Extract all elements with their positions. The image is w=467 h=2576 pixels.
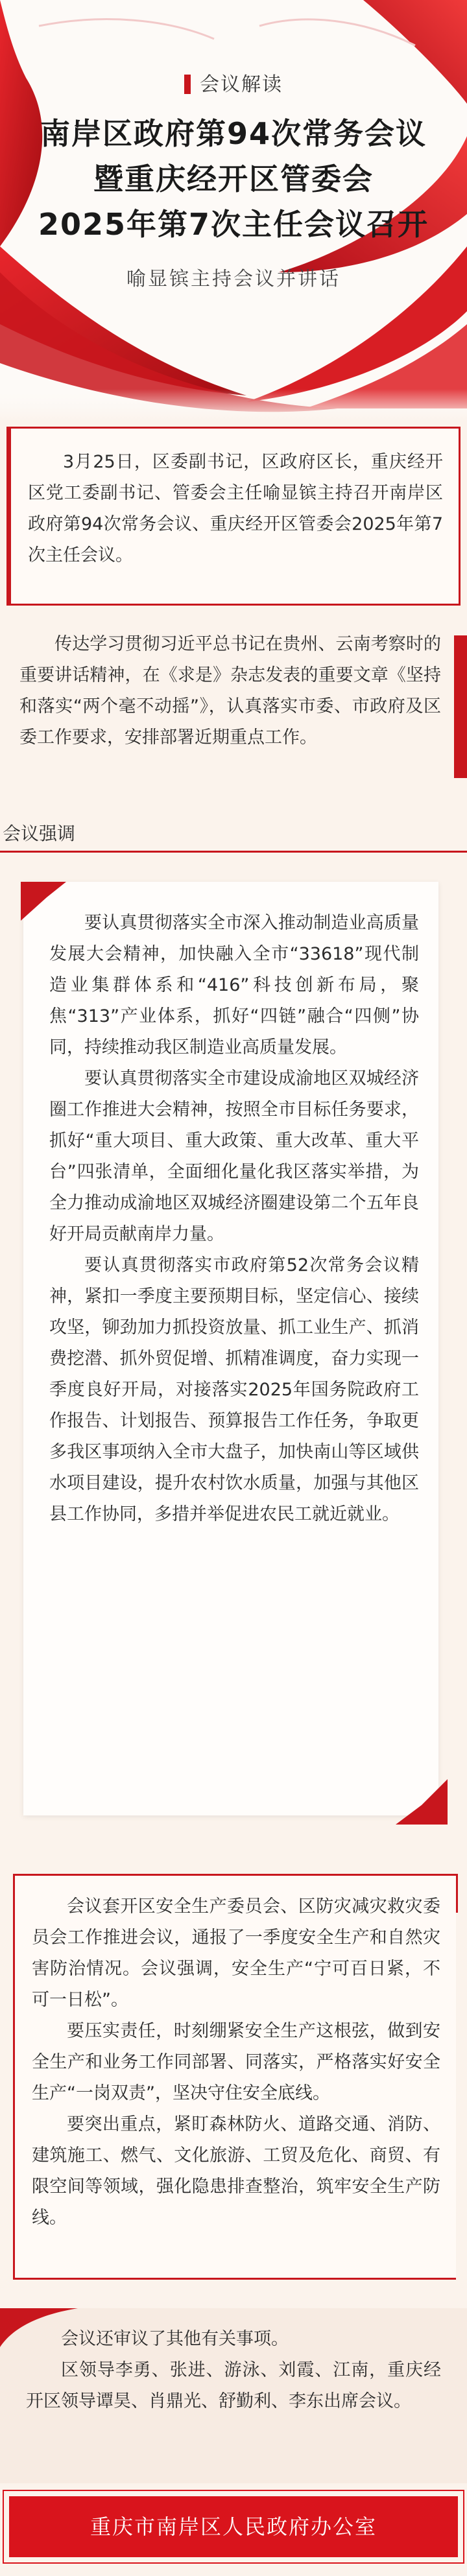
- section-label-emphasis: 会议强调: [3, 823, 76, 844]
- page-subtitle: 喻显镔主持会议并讲话: [126, 268, 341, 290]
- safety-box: [13, 1874, 456, 2280]
- safety-paragraph-2: 要压实责任，时刻绷紧安全生产这根弦，做到安全生产和业务工作同部署、同落实，严格落实好安全生产“一岗双责”，坚决守住安全底线。: [32, 2021, 440, 2103]
- page-title-line-1: 南岸区政府第94次常务会议: [40, 116, 427, 151]
- other-paragraph-1: 会议还审议了其他有关事项。: [61, 2329, 289, 2349]
- safety-paragraph-1: 会议套开区安全生产委员会、区防灾减灾救灾委员会工作推进会议，通报了一季度安全生产和自然灾害防治情况。会议强调，安全生产“宁可百日紧，不可一日松”。: [32, 1897, 440, 2010]
- other-paragraph-2: 区领导李勇、张进、游泳、刘霞、江南，重庆经开区领导谭昊、肖鼎光、舒勤利、李东出席会议。: [26, 2360, 441, 2411]
- emphasis-paragraph-3: 要认真贯彻落实市政府第52次常务会议精神，紧扣一季度主要预期目标，坚定信心、接续攻坚，铆劲加力抓投资放量、抓工业生产、抓消费挖潜、抓外贸促增、抓精准调度，奋力实现一季度良好开局，对接落实2025年国务院政府工作报告、计划报告、预算报告工作任务，争取更多我区事项纳入全市大盘子，加快南山等区域供水项目建设，提升农村饮水质量，加强与其他区县工作协同，多措并举促进农民工就近就业。: [49, 1255, 419, 1524]
- safety-paragraph-3: 要突出重点，紧盯森林防火、道路交通、消防、建筑施工、燃气、文化旅游、工贸及危化、商贸、有限空间等领域，强化隐患排查整治，筑牢安全生产防线。: [32, 2114, 440, 2228]
- corner-ribbon-icon: [396, 1779, 448, 1825]
- intro-box: [6, 427, 461, 606]
- intro-paragraph: 3月25日，区委副书记，区政府区长，重庆经开区党工委副书记、管委会主任喻显镔主持召开南岸区政府第94次常务会议、重庆经开区管委会2025年第7次主任会议。: [28, 452, 443, 565]
- tag-bar-icon: [184, 75, 191, 94]
- tag-label: 会议解读: [0, 68, 467, 97]
- page-title-line-2: 暨重庆经开区管委会: [93, 161, 374, 196]
- emphasis-section: [0, 810, 467, 1848]
- side-ribbon: [454, 635, 467, 778]
- divider: [0, 851, 467, 853]
- emphasis-paragraph-2: 要认真贯彻落实全市建设成渝地区双城经济圈工作推进大会精神，按照全市目标任务要求，抓好“重大项目、重大政策、重大改革、重大平台”四张清单，全面细化量化我区落实举措，为全力推动成渝地区双城经济圈建设第二个五年良好开局贡献南岸力量。: [49, 1069, 419, 1244]
- other-section: [0, 2308, 467, 2483]
- page-title-line-3: 2025年第7次主任会议召开: [38, 207, 429, 242]
- emphasis-card: [23, 882, 438, 1815]
- footer-banner: 重庆市南岸区人民政府办公室: [9, 2496, 458, 2557]
- study-section: [0, 609, 467, 804]
- study-paragraph: 传达学习贯彻习近平总书记在贵州、云南考察时的重要讲话精神，在《求是》杂志发表的重要文章《坚持和落实“两个毫不动摇”》，认真落实市委、市政府及区委工作要求，安排部署近期重点工作。: [19, 634, 441, 748]
- emphasis-paragraph-1: 要认真贯彻落实全市深入推动制造业高质量发展大会精神，加快融入全市“33618”现代制造业集群体系和“416”科技创新布局，聚焦“313”产业体系，抓好“四链”融合“四侧”协同，持续推动我区制造业高质量发展。: [49, 913, 419, 1058]
- header-banner: [0, 0, 467, 421]
